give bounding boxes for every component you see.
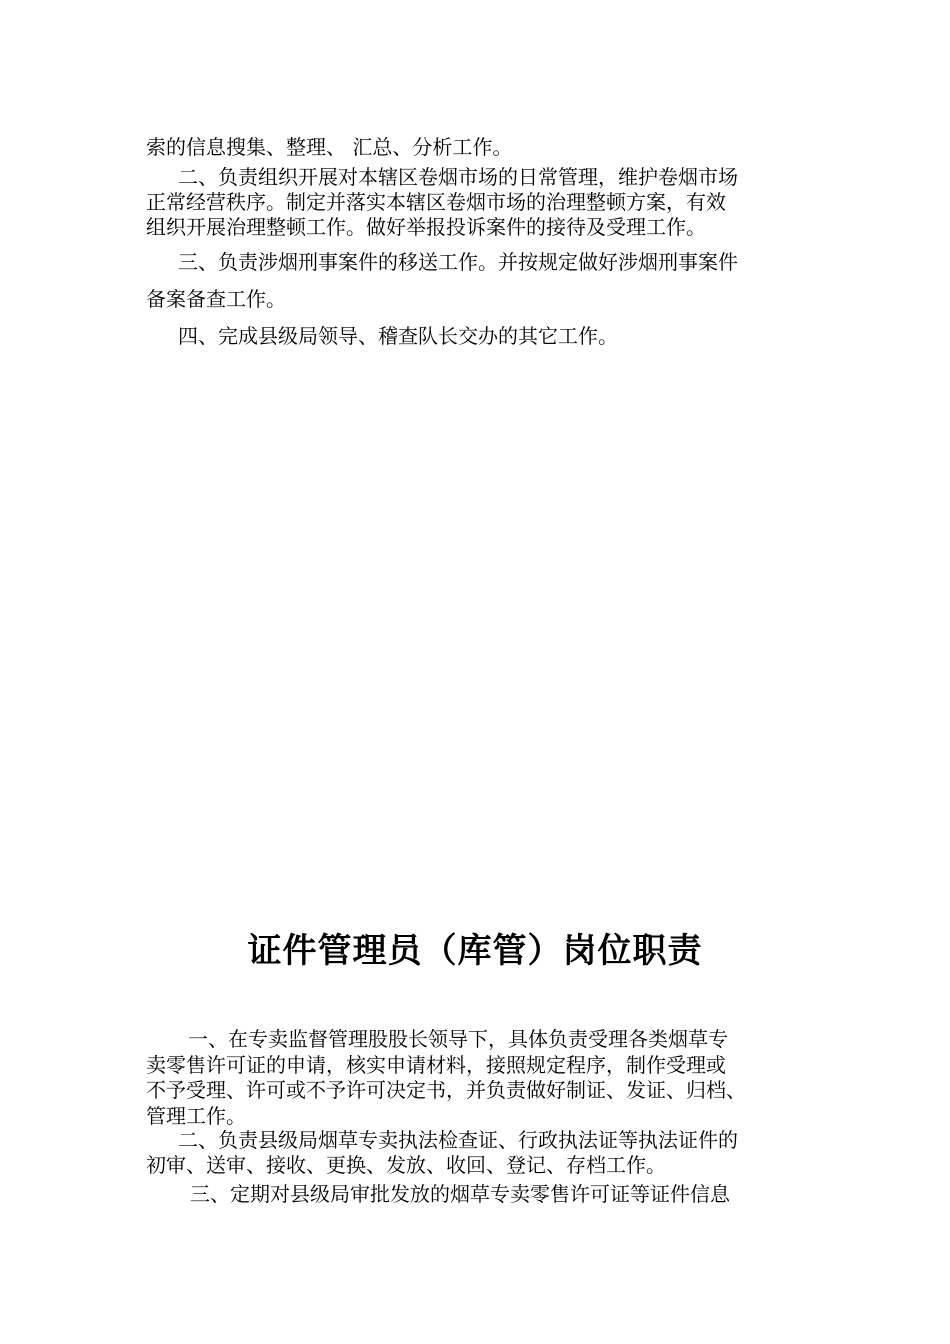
paragraph-line: 索的信息搜集、整理、 汇总、分析工作。	[146, 135, 513, 159]
page-title: 证件管理员（库管）岗位职责	[247, 931, 703, 971]
paragraph-line: 三、负责涉烟刑事案件的移送工作。并按规定做好涉烟刑事案件	[178, 250, 738, 274]
paragraph-line: 一、在专卖监督管理股股长领导下，具体负责受理各类烟草专	[188, 1027, 728, 1051]
paragraph-line: 卖零售许可证的申请，核实申请材料，接照规定程序，制作受理或	[146, 1053, 726, 1077]
paragraph-line: 二、负责县级局烟草专卖执法检查证、行政执法证等执法证件的	[178, 1128, 738, 1152]
paragraph-line: 正常经营秩序。制定并落实本辖区卷烟市场的治理整顿方案，有效	[146, 190, 726, 214]
paragraph-line: 备案备查工作。	[146, 287, 286, 311]
paragraph-line: 四、完成县级局领导、稽查队长交办的其它工作。	[178, 324, 618, 348]
paragraph-line: 不予受理、许可或不予许可决定书，并负责做好制证、发证、归档、	[146, 1078, 746, 1102]
paragraph-line: 二、负责组织开展对本辖区卷烟市场的日常管理，维护卷烟市场	[178, 165, 738, 189]
paragraph-line: 初审、送审、接收、更换、发放、收回、登记、存档工作。	[146, 1153, 666, 1177]
paragraph-line: 组织开展治理整顿工作。做好举报投诉案件的接待及受理工作。	[146, 215, 706, 239]
paragraph-line: 三、定期对县级局审批发放的烟草专卖零售许可证等证件信息	[190, 1182, 730, 1206]
paragraph-line: 管理工作。	[146, 1104, 246, 1128]
